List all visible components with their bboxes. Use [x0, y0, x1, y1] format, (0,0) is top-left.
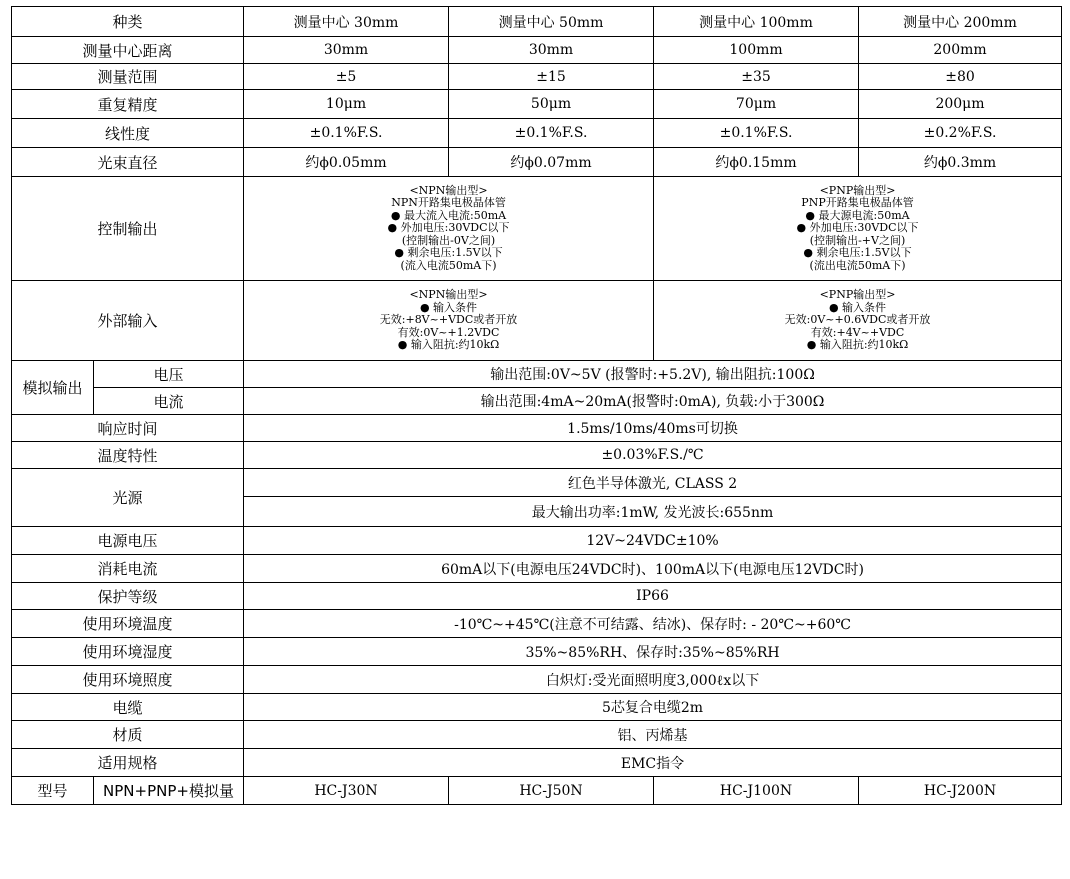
- model-value: HC-J50N: [449, 777, 654, 805]
- pnp-line: <PNP输出型>: [819, 184, 896, 198]
- row-label: 电源电压: [12, 527, 244, 555]
- row-control-output: [12, 177, 1062, 281]
- cell-value: ±15: [449, 64, 654, 90]
- analog-current-value: 输出范围:4mA~20mA(报警时:0mA), 负载:小于300Ω: [244, 388, 1062, 415]
- pnp-line: 无效:0V~+0.6VDC或者开放: [784, 313, 931, 327]
- row-repeatability: [12, 90, 1062, 119]
- row-label: 线性度: [12, 119, 244, 148]
- row-label: 重复精度: [12, 90, 244, 119]
- pnp-line: (控制输出-+V之间): [809, 233, 906, 247]
- cell-value: 白炽灯:受光面照明度3,000ℓx以下: [244, 666, 1062, 694]
- cell-value: EMC指令: [244, 749, 1062, 777]
- cell-value: 约ϕ0.07mm: [449, 148, 654, 177]
- row-beam-diameter: [12, 148, 1062, 177]
- npn-line: 无效:+8V~+VDC或者开放: [379, 313, 518, 327]
- npn-line: ● 最大流入电流:50mA: [390, 208, 507, 222]
- cell-value: 最大输出功率:1mW, 发光波长:655nm: [244, 497, 1062, 527]
- header-model-200: 测量中心 200mm: [859, 7, 1062, 37]
- row-protection: [12, 583, 1062, 610]
- cell-value: 200μm: [859, 90, 1062, 119]
- spec-table: [11, 6, 1062, 805]
- header-row: [12, 7, 1062, 37]
- npn-line: ● 外加电压:30VDC以下: [387, 221, 510, 235]
- external-input-pnp: [654, 281, 1062, 361]
- cell-value: ±35: [654, 64, 859, 90]
- npn-line: 有效:0V~+1.2VDC: [397, 325, 500, 339]
- header-model-100: 测量中心 100mm: [654, 7, 859, 37]
- row-cable: [12, 694, 1062, 721]
- cell-value: 铝、丙烯基: [244, 721, 1062, 749]
- row-label: 测量范围: [12, 64, 244, 90]
- cell-value: 60mA以下(电源电压24VDC时)、100mA以下(电源电压12VDC时): [244, 555, 1062, 583]
- cell-value: 100mm: [654, 37, 859, 64]
- row-current-consumption: [12, 555, 1062, 583]
- cell-value: ±0.1%F.S.: [449, 119, 654, 148]
- control-output-npn: [244, 177, 654, 281]
- cell-value: 35%~85%RH、保存时:35%~85%RH: [244, 638, 1062, 666]
- cell-value: ±5: [244, 64, 449, 90]
- cell-value: 1.5ms/10ms/40ms可切换: [244, 415, 1062, 442]
- cell-value: -10℃~+45℃(注意不可结露、结冰)、保存时: - 20℃~+60℃: [244, 610, 1062, 638]
- analog-current-label: 电流: [94, 388, 244, 415]
- pnp-line: ● 输入条件: [828, 300, 887, 314]
- header-model-50: 测量中心 50mm: [449, 7, 654, 37]
- row-label: 响应时间: [12, 415, 244, 442]
- row-label: 使用环境湿度: [12, 638, 244, 666]
- cell-value: 200mm: [859, 37, 1062, 64]
- pnp-line: (流出电流50mA下): [809, 258, 906, 272]
- row-label: 材质: [12, 721, 244, 749]
- npn-line: (控制输出-0V之间): [401, 233, 496, 247]
- cell-value: 10μm: [244, 90, 449, 119]
- row-label: 消耗电流: [12, 555, 244, 583]
- npn-line: ● 输入条件: [419, 300, 478, 314]
- pnp-line: ● 输入阻抗:约10kΩ: [806, 338, 909, 352]
- npn-line: <NPN输出型>: [409, 184, 488, 198]
- model-value: HC-J200N: [859, 777, 1062, 805]
- row-temperature: [12, 442, 1062, 469]
- row-measure-range: [12, 64, 1062, 90]
- npn-line: (流入电流50mA下): [400, 258, 497, 272]
- control-output-pnp: [654, 177, 1062, 281]
- row-external-input: [12, 281, 1062, 361]
- cell-value: 12V~24VDC±10%: [244, 527, 1062, 555]
- cell-value: 约ϕ0.05mm: [244, 148, 449, 177]
- cell-value: 70μm: [654, 90, 859, 119]
- row-analog-current: [12, 388, 1062, 415]
- cell-value: 约ϕ0.3mm: [859, 148, 1062, 177]
- row-label: 电缆: [12, 694, 244, 721]
- model-label: 型号: [12, 777, 94, 805]
- model-value: HC-J30N: [244, 777, 449, 805]
- row-label: 光源: [12, 469, 244, 527]
- model-sub-label: NPN+PNP+模拟量: [94, 777, 244, 805]
- row-ambient-humidity: [12, 638, 1062, 666]
- row-linearity: [12, 119, 1062, 148]
- cell-value: 30mm: [244, 37, 449, 64]
- cell-value: 30mm: [449, 37, 654, 64]
- npn-line: NPN开路集电极晶体管: [391, 196, 506, 210]
- cell-value: ±0.03%F.S./℃: [244, 442, 1062, 469]
- header-category: 种类: [12, 7, 244, 37]
- cell-value: ±80: [859, 64, 1062, 90]
- cell-value: ±0.2%F.S.: [859, 119, 1062, 148]
- row-standards: [12, 749, 1062, 777]
- cell-value: IP66: [244, 583, 1062, 610]
- cell-value: ±0.1%F.S.: [654, 119, 859, 148]
- cell-value: 5芯复合电缆2m: [244, 694, 1062, 721]
- cell-value: 约ϕ0.15mm: [654, 148, 859, 177]
- external-input-npn: [244, 281, 654, 361]
- pnp-line: ● 外加电压:30VDC以下: [796, 221, 919, 235]
- row-label: 控制输出: [12, 177, 244, 281]
- npn-line: ● 输入阻抗:约10kΩ: [397, 338, 500, 352]
- row-measure-distance: [12, 37, 1062, 64]
- row-label: 保护等级: [12, 583, 244, 610]
- row-material: [12, 721, 1062, 749]
- header-model-30: 测量中心 30mm: [244, 7, 449, 37]
- row-response-time: [12, 415, 1062, 442]
- model-value: HC-J100N: [654, 777, 859, 805]
- pnp-line: 有效:+4V~+VDC: [810, 325, 905, 339]
- cell-value: 50μm: [449, 90, 654, 119]
- row-label: 使用环境温度: [12, 610, 244, 638]
- pnp-line: PNP开路集电极晶体管: [801, 196, 914, 210]
- row-label: 温度特性: [12, 442, 244, 469]
- cell-value: ±0.1%F.S.: [244, 119, 449, 148]
- row-supply-voltage: [12, 527, 1062, 555]
- row-label: 适用规格: [12, 749, 244, 777]
- row-label: 光束直径: [12, 148, 244, 177]
- row-ambient-temperature: [12, 610, 1062, 638]
- npn-line: <NPN输出型>: [409, 288, 488, 302]
- pnp-line: ● 最大源电流:50mA: [805, 208, 910, 222]
- npn-line: ● 剩余电压:1.5V以下: [394, 246, 503, 260]
- row-model: [12, 777, 1062, 805]
- analog-group-label: 模拟输出: [12, 361, 94, 415]
- analog-voltage-value: 输出范围:0V~5V (报警时:+5.2V), 输出阻抗:100Ω: [244, 361, 1062, 388]
- row-label: 外部输入: [12, 281, 244, 361]
- row-analog-voltage: [12, 361, 1062, 388]
- row-label: 测量中心距离: [12, 37, 244, 64]
- row-light-source-1: [12, 469, 1062, 497]
- cell-value: 红色半导体激光, CLASS 2: [244, 469, 1062, 497]
- pnp-line: <PNP输出型>: [819, 288, 896, 302]
- analog-voltage-label: 电压: [94, 361, 244, 388]
- pnp-line: ● 剩余电压:1.5V以下: [803, 246, 912, 260]
- row-label: 使用环境照度: [12, 666, 244, 694]
- row-ambient-illuminance: [12, 666, 1062, 694]
